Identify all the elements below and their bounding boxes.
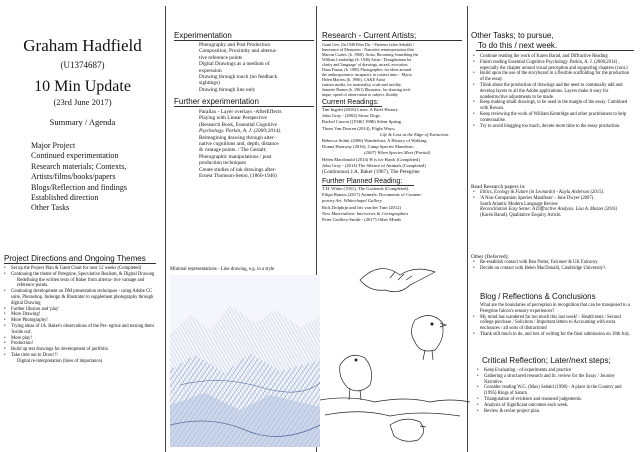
critical-item: • Review & revise project plan. [484, 409, 634, 415]
direction-item: • More play! [11, 336, 161, 342]
other-tasks-underline [476, 50, 634, 51]
reading-line: (Continuous) J.A. Baker (1967), The Peregrine [322, 169, 420, 176]
reading-line: Rachel Carson ([1946] 1986) Silent Spring [322, 119, 401, 125]
critical-item: • Keep Evaluating - of experiments and practice [484, 368, 634, 374]
further-exp-item: • Reimagining drawing through alter- [199, 135, 314, 141]
further-reading-line: Filipa Ramos (2017) Animals: Documents of Contem- [322, 192, 423, 198]
artist-line: Grant Gee, (In 1948 Film Dir. - Patience (after Sebald) / [322, 42, 414, 47]
other-task-item: • Keep reviewing the work of William Kentridge and other practitioners to help contextualise. [480, 112, 634, 124]
blog-paragraph: • My mind has wandered far too much this last week! - Health tests / Second college purchase / Solicitors / Important letters to Accounting with extra enclosures / all sorts of distractions! [480, 315, 634, 332]
direction-item: • Trying ideas of JA. Baker's observations of the Per- egrine and turning them 'inside out'. [11, 324, 161, 336]
other-task-item: • Try to avoid blogging too much, devote more time to the essay production. [480, 124, 634, 130]
further-experimentation-title: Further experimentation [174, 97, 259, 106]
direction-item: • Continuing the theme of Peregrine, Speculative Realism, & Digital Drawing [11, 272, 161, 278]
research-title: Research - Current Artists; [322, 31, 417, 40]
agenda-item: • Major Project [31, 141, 161, 151]
artist-line: Innocence of Memories - Narrative reinterpretation film [322, 47, 414, 52]
experimentation-item: • Drawing through touch (no feedback [199, 74, 314, 80]
update-date: (23rd June 2017) [53, 97, 112, 107]
read-paper-item: (Karen Barad). Qualitative Enquiry Article. [480, 213, 562, 219]
further-reading-line: Peter Godfrey-Smith - (2017) Other Minds [322, 217, 401, 223]
directions-list [11, 266, 161, 365]
read-papers-title: Read Research papers in: [471, 184, 526, 190]
agenda-title: Summary / Agenda [49, 117, 116, 127]
header-block [0, 36, 165, 128]
further-reading-title: Further Planned Reading: [322, 178, 403, 185]
read-papers-list [480, 190, 634, 219]
reading-line: Rebecca Solnit (2006) Wanderlust; A History of Walking [322, 138, 427, 144]
reading-line: Helen Macdonald (2014) H is for Hawk (Completed) [322, 156, 420, 162]
readings-list [322, 107, 464, 175]
column-divider-1 [165, 6, 166, 452]
author-name: Graham Hadfield [23, 36, 142, 55]
agenda-item: Artists/films/books/papers [31, 172, 116, 182]
research-underline [322, 40, 462, 41]
further-reading-line: porary Art. Whitechapel Gallery [322, 198, 382, 204]
further-exp-item: Psychology. Parkin, A. J. (2000;2014). [199, 128, 282, 135]
artist-line: the anthropocentric incapacity in context time. - Myrto [322, 72, 412, 77]
further-exp-item: • Parallax - Layer overlays -AfterEffects [199, 109, 314, 115]
artist-line: clarity and 'language' of drawings, mixed, evocation. [322, 62, 409, 67]
artist-line: Marcus Coates, (b. 1968), Artist, Becoming Something the [322, 52, 419, 57]
agenda-item: • Blogs/Reflection and findings [31, 183, 161, 193]
other-tasks-list [480, 54, 634, 129]
read-paper-item: Reconciliation Easy Sense: A Diffractive Analysis. Lisa A. Mazzei (2016) [480, 207, 618, 213]
other-tasks-title-1: Other Tasks; to pursue, [471, 31, 554, 40]
direction-item: • More Photography! [11, 318, 161, 324]
experimentation-list [199, 42, 314, 93]
further-reading-list [322, 186, 464, 223]
other-task-item: • Think about the production of drawings and the need to continually add and develop layers to all the Adobe applications. Layers make it easy for nondestructive adjustments to be made. [480, 83, 634, 100]
other-task-item: • Keep making small drawings, to be used in the margin of the essay. Combined with Rowan. [480, 100, 634, 112]
deferred-list [480, 260, 634, 272]
artist-line: Jeanette Barnes (b. 1961) Illustrator, for drawing tech- [322, 87, 412, 92]
agenda-item: • Established direction [31, 193, 161, 203]
artist-line: nique, speed of observation to subject, fluidity [322, 92, 398, 97]
other-task-item: • Build upon the use of the storyboard in a flexible scaffolding for the production of the essay. [480, 71, 634, 83]
critical-reflection-title: Critical Reflection; Later/next steps; [482, 356, 611, 365]
further-exp-item: & vantage points. / The Gestalt; [199, 147, 267, 154]
direction-item: Digital re-interpretation (lines of importance). [17, 358, 104, 364]
further-exp-item: (Research Book, Essential Cognitive [199, 121, 277, 128]
further-reading-line: Rick Dolphijn and Iris van der Tuin (2012) [322, 204, 401, 210]
direction-item: • Continuing development on DM presentation techniques - using Adobe CC suite, Photoshop, Indesign & Illustrator to supplement photography through digital Drawing [11, 289, 161, 306]
further-reading-line: New Materialism: Interviews & Cartographies [322, 210, 409, 216]
further-reading-line: T.H. White (1951), The Goshawk (Completed) [322, 186, 408, 191]
deferred-title: Other (Deferred); [471, 254, 509, 260]
critical-item: • Analysis of Significant outcomes each week. [484, 403, 634, 409]
artist-line: various media, for materiality, scale and tactility. [322, 82, 402, 87]
direction-item: • Build up test drawings for development of portfolio [11, 347, 161, 353]
reading-line: Life & Loss at the Edge of Extinction. [380, 131, 450, 137]
direction-item: • Take time out to Draw!!! [11, 353, 161, 359]
research-artists [322, 42, 464, 97]
experimentation-item: sightings) [199, 80, 220, 87]
blog-paragraph: • Thank still much to do, and lots of writing for the final submission on 18th July. [480, 332, 634, 338]
further-exp-item: • Playing with Linear Perspective [199, 115, 314, 121]
update-title: 10 Min Update [34, 78, 131, 95]
read-paper-item: • Ethics, Ecology & Future (in Leonardo) - Kayla Anderson (2015). [480, 190, 634, 196]
student-id: (U1374687) [60, 60, 105, 70]
direction-item: • Further Illusion and 'play' [11, 307, 161, 313]
deferred-item: • Re-establish contact with Ben Potter, Falconer & UK Falconry. [480, 260, 634, 266]
artist-line: Helen Marten, (b. 1986), CA&E Artist [322, 77, 386, 82]
artist-line: William Lembridge (b. 1946) Artist / Draughtsman for [322, 57, 412, 62]
direction-item: Redefining the written texts of Baker from alterna- tive vantage and reference points. [17, 277, 145, 289]
experimentation-item: expression [199, 67, 222, 74]
read-paper-item: • 'A Non-Companion Species Manifesto' - June Dwyer (2007). [480, 196, 634, 202]
reading-line: (2007) When Species Meet (Partial) [364, 150, 431, 156]
other-task-item: • Continue reading the work of Karen Barad, and Diffractive Reading [480, 54, 634, 60]
reading-line: Tim Ingold (2016) Lines: A Brief History [322, 107, 399, 112]
experimentation-underline [174, 40, 314, 41]
reading-line: John Gray - (2014) The Silence of Animals (Completed) [322, 162, 426, 168]
direction-item: • More Drawing! [11, 312, 161, 318]
other-tasks-title-2: To do this / next week. [478, 41, 558, 50]
reading-line: Donna Haraway (2016), Camp Species Manifesto [322, 144, 414, 150]
direction-item: • Production! [11, 341, 161, 347]
critical-item: • Triangulation of evidence and reasoned judgements. [484, 397, 634, 403]
critical-reflection-list [484, 368, 634, 414]
directions-title: Project Directions and Ongoing Themes [4, 254, 146, 263]
critical-item: • Gathering a structured research and lit. review for the Essay / Journey Narrative. [484, 374, 634, 386]
readings-title: Current Readings: [322, 99, 379, 106]
further-experimentation-underline [174, 106, 314, 107]
critical-item: • Consider reading W.G. (Max) Sebald (1998) - A place in the Country and (1995) Rings of Saturn [484, 385, 634, 397]
agenda-item: • Continued experimentation [31, 151, 161, 161]
deferred-item: • Decide on contact with Helen MacDonald, Cambridge University?. [480, 266, 634, 272]
artist-line: Daan Fasma, (b. 1985) Photographer, for ideas around [322, 67, 411, 72]
further-experimentation-list [199, 109, 314, 179]
blog-title: Blog / Reflections & Conclusions [480, 292, 596, 301]
other-task-item: • Finish reading Essential Cognitive Psychology. Parkin, A. J. (2000;2014) , especially the chapter around visual perception and supporting chapters (cont.) [480, 60, 634, 72]
agenda-item: • Research materials; Contexts, [31, 162, 161, 172]
blog-text [480, 303, 634, 338]
further-exp-item: native cognitions and, depth, distance [199, 141, 279, 148]
experimentation-item: • Composition, Proximity and alterna- [199, 48, 314, 54]
further-exp-item: Photographic manipulations / post [199, 153, 272, 160]
reading-line: Thom Van Dooren (2014), Flight Ways; [322, 125, 396, 131]
read-paper-item: South Atlantic Modern Language Review [480, 201, 559, 207]
landscape-drawing [170, 275, 320, 447]
experimentation-item: • Digital Drawings as a medium of [199, 61, 314, 67]
bird-sketches [320, 250, 470, 450]
drawing-caption: Minimal representations - Line drawing, e.g. in a style [170, 267, 275, 272]
experimentation-item: • Photography and Post Production [199, 42, 314, 48]
reading-line: John Gray - (2002) Straw Dogs [322, 113, 380, 119]
further-exp-item: • Create studies of ink drawings after- [199, 167, 314, 173]
direction-item: • Set up the Project Plan & Gantt Chart for next 12 weeks (Completed) [11, 266, 161, 272]
experimentation-title: Experimentation [174, 31, 232, 40]
blog-paragraph: What are the boundaries of perception in recognition that can be transposed to a Peregrine falcon's sensory experiences? [480, 303, 630, 314]
agenda-list [31, 141, 161, 214]
experimentation-item: • Drawing through line only [199, 87, 314, 93]
agenda-item: • Other Tasks [31, 203, 161, 213]
directions-underline [4, 263, 156, 264]
experimentation-item: tive reference points [199, 54, 243, 61]
further-exp-item: production techniques [199, 160, 246, 167]
further-exp-item: Ernest Thomson-Seton, (1860-1946) [199, 173, 277, 180]
